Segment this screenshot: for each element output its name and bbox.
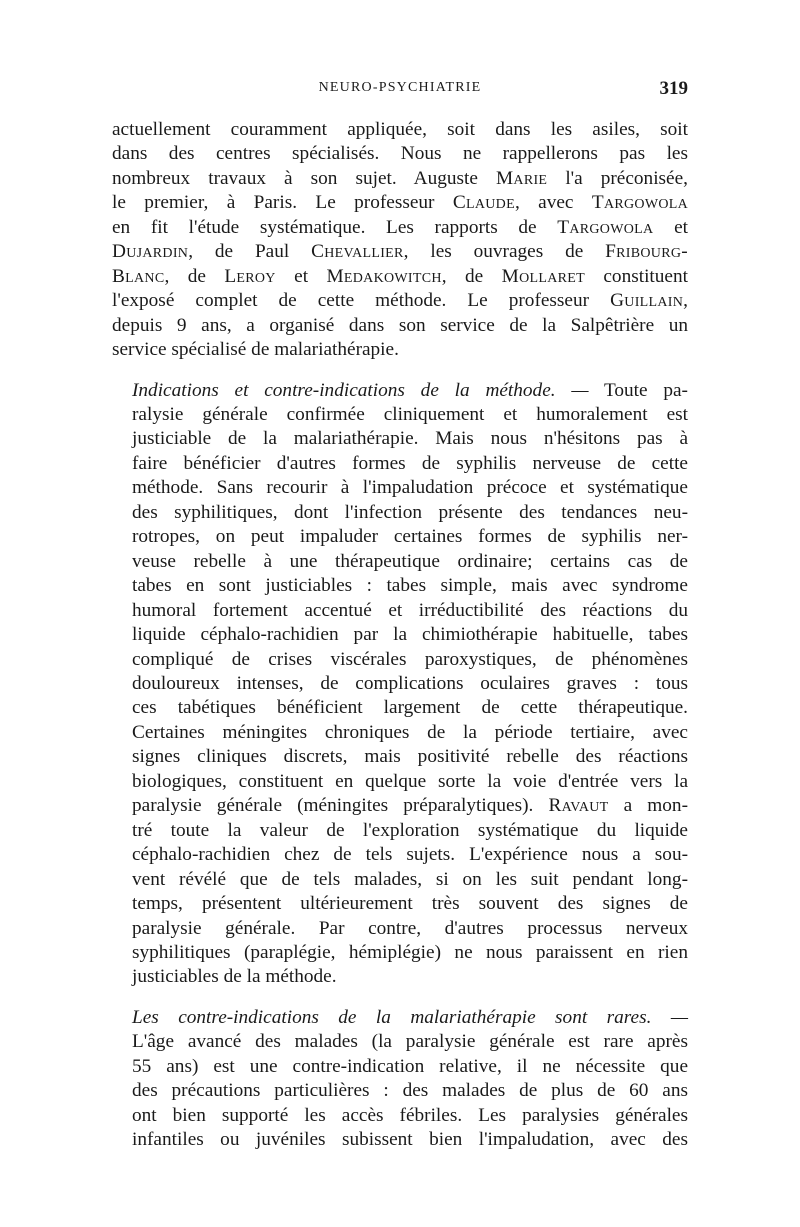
section-heading: Les contre-indications de la malariathérapie sont rares. — [132, 1006, 688, 1028]
text-line: méthode. Sans recourir à l'impaludation précoce et systématique [132, 477, 688, 499]
text-line: justiciables de la méthode. [132, 966, 337, 988]
text-line: vent révélé que de tels malades, si on les suit pendant long- [132, 868, 688, 890]
text-line: biologiques, constituent en quelque sorte la voie d'entrée vers la [132, 770, 688, 792]
text-line: Dujardin, de Paul Chevallier, les ouvrages de Fribourg- [112, 241, 688, 263]
text-line: actuellement couramment appliquée, soit dans les asiles, soit [112, 119, 688, 140]
text-line: L'âge avancé des malades (la paralysie générale est rare après [132, 1031, 688, 1053]
text-line: paralysie générale (méningites préparalytiques). Ravaut a mon- [132, 795, 688, 817]
text-line: rotropes, on peut impaluder certaines formes de syphilis ner- [132, 526, 688, 548]
text-line: douloureux intenses, de complications oculaires graves : tous [132, 672, 688, 694]
text-line: Blanc, de Leroy et Medakowitch, de Mollaret constituent [112, 265, 688, 287]
text-line: 55 ans) est une contre-indication relative, il ne nécessite que [132, 1055, 688, 1077]
text-line: tabes en sont justiciables : tabes simple, mais avec syndrome [132, 575, 688, 597]
section-heading: Indications et contre-indications de la méthode. — [132, 379, 589, 401]
text-line: temps, présentent ultérieurement très souvent des signes de [132, 893, 688, 915]
paragraph-3 [112, 1006, 688, 1153]
running-title: NEURO-PSYCHIATRIE [318, 80, 482, 95]
paragraph-2 [112, 379, 688, 990]
text-line: humoral fortement accentué et irréductibilité des réactions du [132, 599, 688, 621]
text-line: infantiles ou juvéniles subissent bien l'impaludation, avec des [132, 1129, 688, 1151]
text-line: ralysie générale confirmée cliniquement et humoralement est [132, 403, 688, 425]
text-line: syphilitiques (paraplégie, hémiplégie) ne nous paraissent en rien [132, 941, 688, 963]
text-line: nombreux travaux à son sujet. Auguste Marie l'a préconisée, [112, 167, 688, 189]
text-line [112, 1006, 688, 1030]
text-line: paralysie générale. Par contre, d'autres processus nerveux [132, 917, 688, 939]
text-line: des précautions particulières : des malades de plus de 60 ans [132, 1080, 688, 1102]
text-line: des syphilitiques, dont l'infection présente des tendances neu- [132, 501, 688, 523]
text-line [112, 379, 688, 403]
text-line: ont bien supporté les accès fébriles. Les paralysies générales [132, 1104, 688, 1126]
text-line: Certaines méningites chroniques de la période tertiaire, avec [132, 721, 688, 743]
book-page [112, 78, 688, 1153]
text-line: liquide céphalo-rachidien par la chimiothérapie habituelle, tabes [132, 624, 688, 646]
paragraph-1 [112, 118, 688, 363]
text-line: céphalo-rachidien chez de tels sujets. L'expérience nous a sou- [132, 844, 688, 866]
text-line: le premier, à Paris. Le professeur Claude, avec Targowola [112, 192, 689, 214]
text-line: dans des centres spécialisés. Nous ne rappellerons pas les [112, 143, 688, 165]
text-line: l'exposé complet de cette méthode. Le professeur Guillain, [112, 290, 688, 312]
running-head [112, 78, 688, 104]
text-line: ces tabétiques bénéficient largement de cette thérapeutique. [132, 697, 688, 719]
heading-continuation: Toute pa- [603, 379, 688, 401]
text-line: compliqué de crises viscérales paroxystiques, de phénomènes [132, 648, 688, 670]
text-line: depuis 9 ans, a organisé dans son service de la Salpêtrière un [112, 314, 688, 336]
text-line: signes cliniques discrets, mais positivité rebelle des réactions [132, 746, 688, 768]
text-line: tré toute la valeur de l'exploration systématique du liquide [132, 819, 688, 841]
text-line: faire bénéficier d'autres formes de syphilis nerveuse de cette [132, 452, 688, 474]
text-line: veuse rebelle à une thérapeutique ordinaire; certains cas de [132, 550, 688, 572]
text-line: en fit l'étude systématique. Les rapports de Targowola et [112, 216, 688, 238]
text-line: justiciable de la malariathérapie. Mais nous n'hésitons pas à [132, 428, 688, 450]
page-number: 319 [659, 78, 688, 99]
text-line: service spécialisé de malariathérapie. [112, 339, 399, 361]
